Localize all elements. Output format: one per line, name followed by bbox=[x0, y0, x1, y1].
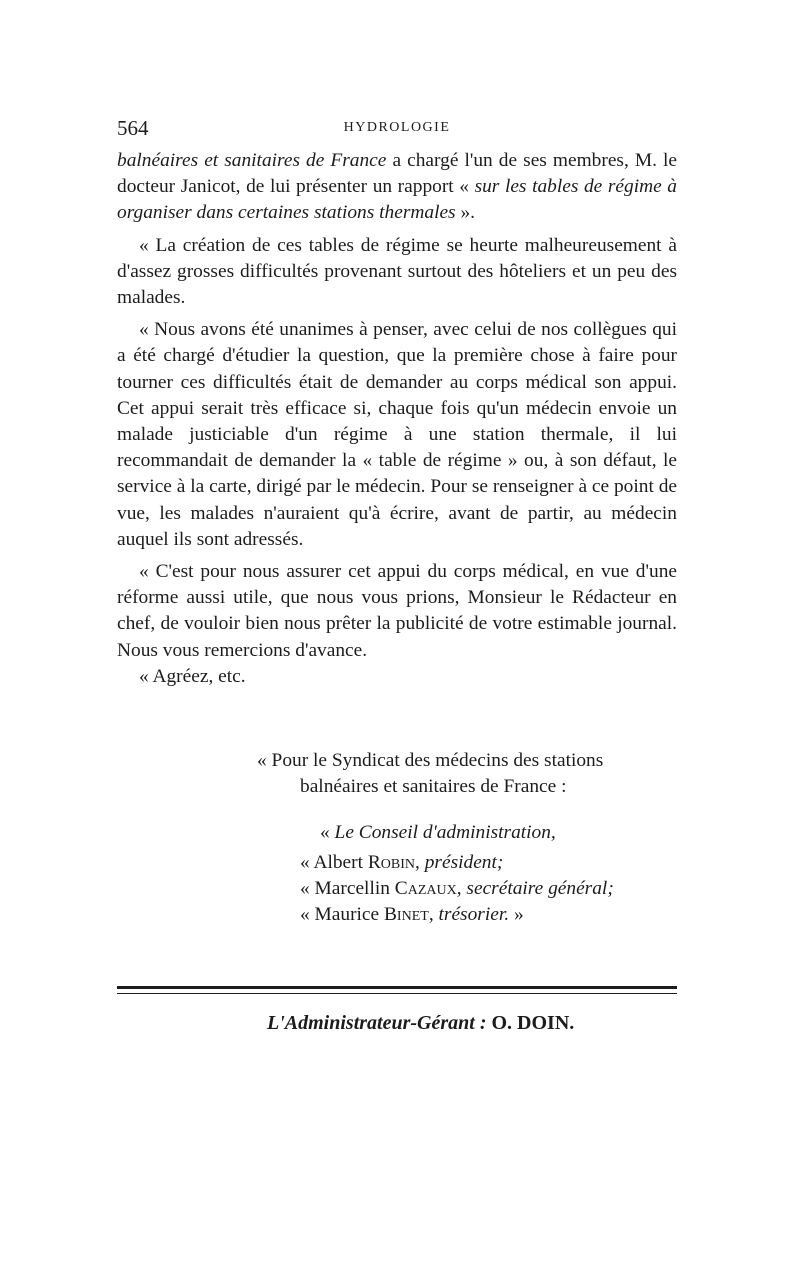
member-prefix: « Marcellin bbox=[300, 878, 395, 899]
signature-line: « Pour le Syndicat des médecins des stations bbox=[257, 750, 604, 771]
paragraph-3: « Nous avons été unanimes à penser, avec celui de nos collègues qui a été chargé d'étudier la question, que la première chose à faire pour tourner ces difficultés était de demander au corps médical son appui. Cet appui serait très efficace si, chaque fois qu'un médecin envoie un malade justiciable d'un régime à une station thermale, il lui recommandait de demander la « table de régime » ou, à son défaut, le service à la carte, dirigé par le médecin. Pour se renseigner à ce point de vue, les malades n'auraient qu'à écrire, avant de partir, au médecin auquel ils sont adressés. bbox=[117, 319, 677, 550]
paragraph-1 bbox=[117, 148, 677, 227]
member-line bbox=[117, 902, 677, 928]
running-head: HYDROLOGIE bbox=[343, 120, 451, 135]
quote-mark: » bbox=[509, 904, 524, 925]
member-role: trésorier. bbox=[438, 904, 510, 925]
divider-rule bbox=[117, 986, 677, 989]
separator: , bbox=[415, 852, 425, 873]
paragraph-2: « La création de ces tables de régime se heurte malheureusement à d'assez grosses difficultés provenant surtout des hôteliers et un peu des malades. bbox=[117, 234, 677, 309]
body-text bbox=[117, 148, 677, 690]
signature-block bbox=[117, 748, 677, 928]
footer-label: L'Administrateur-Gérant : bbox=[267, 1012, 492, 1034]
footer-imprint bbox=[267, 1012, 574, 1035]
divider-rule bbox=[117, 993, 677, 994]
member-role: secrétaire général; bbox=[466, 878, 614, 899]
paragraph-text: ». bbox=[455, 202, 475, 224]
paragraph-4: « C'est pour nous assurer cet appui du corps médical, en vue d'une réforme aussi utile, que nous vous prions, Monsieur le Rédacteur en chef, de vouloir bien nous prêter la publicité de votre estimable journal. Nous vous remercions d'avance. bbox=[117, 561, 677, 661]
quote-mark: « bbox=[320, 822, 335, 843]
member-name: Cazaux bbox=[394, 878, 457, 899]
member-name: Robin bbox=[367, 852, 416, 873]
member-prefix: « Maurice bbox=[300, 904, 384, 925]
signature-line: balnéaires et sanitaires de France : bbox=[300, 776, 567, 797]
italic-phrase: sur les tables de régime à organiser dans certaines stations thermales bbox=[117, 176, 678, 224]
page-header bbox=[117, 116, 677, 140]
member-prefix: « Albert bbox=[300, 852, 368, 873]
member-line bbox=[117, 850, 677, 876]
council-line bbox=[117, 820, 677, 846]
italic-phrase: balnéaires et sanitaires de France bbox=[117, 150, 387, 171]
footer-name: O. DOIN. bbox=[491, 1012, 575, 1034]
council-name: Le Conseil d'administration, bbox=[334, 822, 556, 843]
paragraph-text: a chargé l'un de ses membres, M. le docteur Janicot, de lui présenter un rapport « bbox=[117, 150, 677, 198]
separator: , bbox=[428, 904, 439, 925]
member-role: président; bbox=[424, 852, 504, 873]
paragraph-5: « Agréez, etc. bbox=[139, 665, 246, 687]
separator: , bbox=[456, 878, 467, 899]
page-number: 564 bbox=[117, 116, 149, 140]
member-line bbox=[117, 876, 677, 902]
member-name: Binet bbox=[384, 904, 429, 925]
